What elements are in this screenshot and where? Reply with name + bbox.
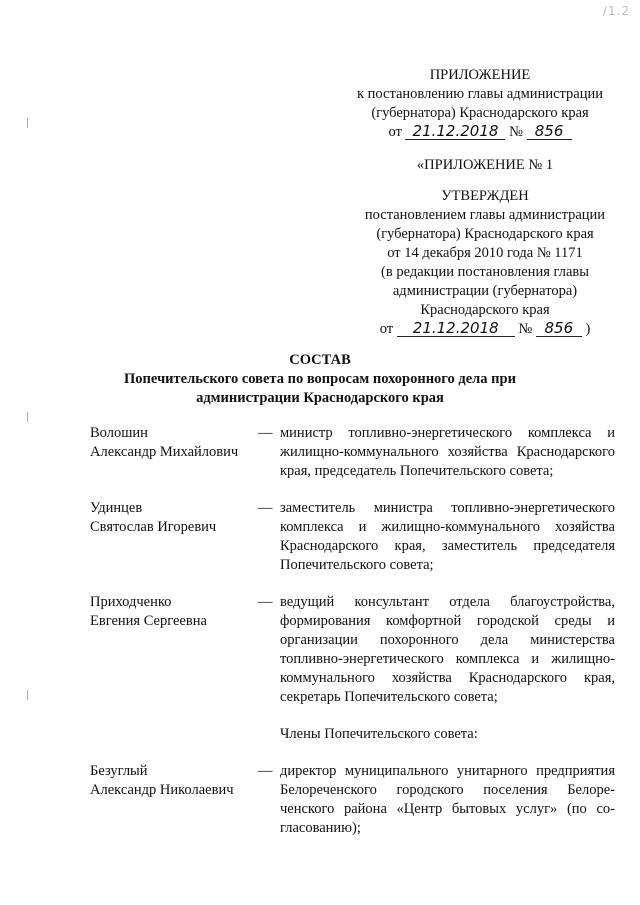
approval-decree-reference [340, 320, 630, 339]
scan-edge-tick [27, 412, 28, 422]
handwritten-date: 21.12.2018 [397, 320, 515, 337]
scan-edge-tick [27, 118, 28, 128]
appendix-one-label: «ПРИЛОЖЕНИЕ № 1 [416, 157, 554, 173]
member-surname: Удинцев [90, 500, 143, 516]
approved-label: УТВЕРЖДЕН [441, 188, 529, 204]
approval-block [340, 156, 630, 339]
dash-separator: — [258, 594, 273, 610]
corner-handwritten-mark: ∕1.2 [602, 4, 630, 18]
title-subheading: Попечительского совета по вопросам похоронного дела при [124, 371, 516, 387]
approval-line: Краснодарского края [420, 302, 550, 318]
decree-reference [335, 123, 625, 142]
dash-separator: — [258, 500, 273, 516]
member-given-name: Александр Михайлович [90, 444, 239, 460]
member-given-name: Александр Николаевич [90, 782, 234, 798]
members-heading: Члены Попечительского совета: [280, 726, 478, 742]
approval-line: администрации (губернатора) [392, 283, 578, 299]
appendix-header [335, 66, 625, 142]
member-entry [90, 762, 615, 838]
member-name [90, 424, 255, 462]
member-entry [90, 499, 615, 575]
approval-line: (в редакции постановления главы [381, 264, 589, 280]
member-surname: Волошин [90, 425, 148, 441]
member-name [90, 593, 255, 631]
number-prefix: № [518, 321, 533, 337]
member-given-name: Евгения Сергеевна [90, 613, 207, 629]
approval-line: от 14 декабря 2010 года № 1171 [387, 245, 583, 261]
date-prefix: от [388, 124, 402, 140]
approval-line: постановлением главы администрации [364, 207, 606, 223]
handwritten-number: 856 [527, 123, 572, 140]
member-entry [90, 424, 615, 481]
scan-edge-tick [27, 690, 28, 700]
title-subheading: администрации Краснодарского края [196, 390, 444, 406]
appendix-header-line: к постановлению главы администрации [356, 86, 604, 102]
member-role: директор муниципального унитарного предприятия Белореченского городского поселения Белореченского района «Центр бытовых услуг» (по согласованию); [280, 763, 615, 836]
member-name [90, 499, 255, 537]
member-role: министр топливно-энергетического комплекса и жилищно-коммунального хозяйства Краснодарского края, председатель Попечительского совета; [280, 425, 615, 479]
member-entry [90, 593, 615, 707]
member-given-name: Святослав Игоревич [90, 519, 217, 535]
approval-line: (губернатора) Краснодарского края [376, 226, 594, 242]
member-name [90, 762, 255, 800]
dash-separator: — [258, 425, 273, 441]
member-role: ведущий консультант отдела благоустройства, формирования комфортной городской среды и организации похоронного дела министерства топливно-энергетического комплекса и жилищно-коммунального хозяйства Краснодарского края, секретарь Попечительского совета; [280, 594, 615, 705]
member-role: заместитель министра топливно-энергетического комплекса и жилищно-коммунального хозяйства Краснодарского края, заместитель председателя Попечительского совета; [280, 500, 615, 573]
handwritten-date: 21.12.2018 [405, 123, 505, 140]
dash-separator: — [258, 763, 273, 779]
member-surname: Приходченко [90, 594, 172, 610]
handwritten-number: 856 [536, 320, 582, 337]
closing-parenthesis: ) [585, 321, 591, 337]
title-heading: СОСТАВ [289, 352, 351, 368]
appendix-header-line: (губернатора) Краснодарского края [371, 105, 589, 121]
document-title [0, 351, 640, 408]
appendix-label: ПРИЛОЖЕНИЕ [429, 67, 531, 83]
council-members-list [90, 424, 615, 856]
member-surname: Безуглый [90, 763, 148, 779]
number-prefix: № [509, 124, 523, 140]
date-prefix: от [379, 321, 394, 337]
